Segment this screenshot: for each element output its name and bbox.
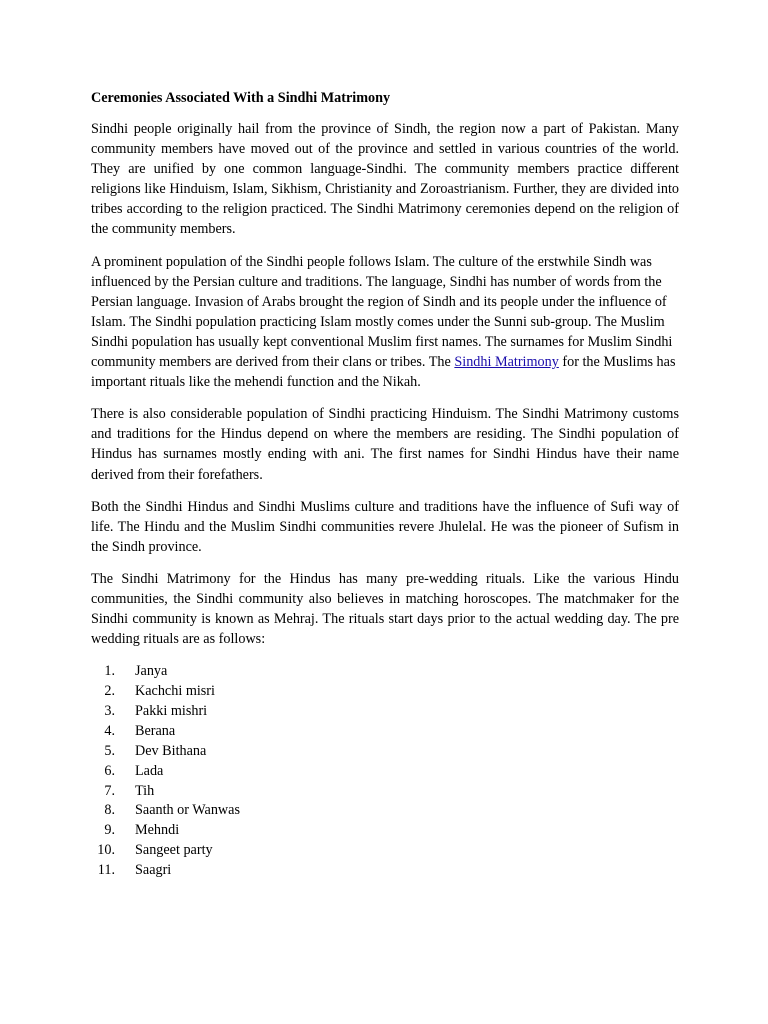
paragraph-hinduism: There is also considerable population of Sindhi practicing Hinduism. The Sindhi Matrimony customs and traditions for the Hindus depend on where the members are residing. The Sindhi population of Hindus has surnames mostly ending with ani. The first names for Sindhi Hindus have their name derived from their forefathers.: [91, 406, 679, 483]
list-item-text: Berana: [135, 722, 176, 739]
list-item-number: 4.: [104, 722, 115, 739]
list-item-text: Janya: [135, 663, 168, 680]
paragraph-intro: Sindhi people originally hail from the province of Sindh, the region now a part of Pakistan. Many community members have moved out of the province and settled in various countries of the world. They are unified by one common language-Sindhi. The community members practice different religions like Hinduism, Islam, Sikhism, Christianity and Zoroastrianism. Further, they are divided into tribes according to the religion practiced. The Sindhi Matrimony ceremonies depend on the religion of the community members.: [91, 121, 679, 238]
list-item: [91, 682, 679, 702]
list-item: [91, 662, 679, 682]
paragraph-islam-text-after: for the Muslims has important rituals like the mehendi function and the Nikah.: [91, 354, 676, 391]
list-item-number: 2.: [104, 683, 115, 700]
list-item-number: 9.: [104, 822, 115, 839]
list-item: [91, 722, 679, 742]
list-item-number: 11.: [97, 862, 115, 879]
list-item-number: 1.: [104, 663, 115, 680]
list-item-text: Kachchi misri: [135, 683, 215, 700]
list-item: [91, 762, 679, 782]
list-item: [91, 821, 679, 841]
document-page: [91, 88, 679, 881]
list-item: [91, 782, 679, 802]
paragraph-islam: [91, 252, 679, 393]
list-item-text: Tih: [135, 782, 155, 799]
list-item-text: Saagri: [135, 862, 172, 879]
list-item-number: 6.: [104, 762, 115, 779]
list-item-text: Sangeet party: [135, 842, 213, 859]
document-title: Ceremonies Associated With a Sindhi Matrimony: [91, 90, 391, 106]
list-item-text: Mehndi: [135, 822, 180, 839]
list-item-number: 5.: [104, 742, 115, 759]
list-item-number: 10.: [97, 842, 115, 859]
paragraph-islam-text-before: A prominent population of the Sindhi people follows Islam. The culture of the erstwhile Sindh was influenced by the Persian culture and traditions. The language, Sindhi has number of words from the Persian language. Invasion of Arabs brought the region of Sindh and its people under the influence of Islam. The Sindhi population practicing Islam mostly comes under the Sunni sub-group. The Muslim Sindhi population has usually kept conventional Muslim first names. The surnames for Muslim Sindhi community members are derived from their clans or tribes. The: [91, 253, 673, 371]
list-item: [91, 742, 679, 762]
list-item: [91, 861, 679, 881]
list-item-text: Lada: [135, 762, 164, 779]
list-item-text: Pakki mishri: [135, 703, 208, 720]
list-item: [91, 841, 679, 861]
list-item: [91, 801, 679, 821]
paragraph-pre-wedding: The Sindhi Matrimony for the Hindus has many pre-wedding rituals. Like the various Hindu communities, the Sindhi community also believes in matching horoscopes. The matchmaker for the Sindhi community is known as Mehraj. The rituals start days prior to the actual wedding day. The pre wedding rituals are as follows:: [91, 570, 679, 648]
list-item-number: 8.: [104, 802, 115, 819]
list-item: [91, 702, 679, 722]
list-item-text: Saanth or Wanwas: [135, 802, 240, 819]
rituals-list: [91, 662, 679, 881]
list-item-text: Dev Bithana: [135, 742, 207, 759]
list-item-number: 3.: [104, 703, 115, 720]
sindhi-matrimony-link[interactable]: Sindhi Matrimony: [454, 354, 559, 371]
paragraph-sufi: Both the Sindhi Hindus and Sindhi Muslims culture and traditions have the influence of Sufi way of life. The Hindu and the Muslim Sindhi communities revere Jhulelal. He was the pioneer of Sufism in the Sindh province.: [91, 498, 679, 555]
list-item-number: 7.: [104, 782, 115, 799]
